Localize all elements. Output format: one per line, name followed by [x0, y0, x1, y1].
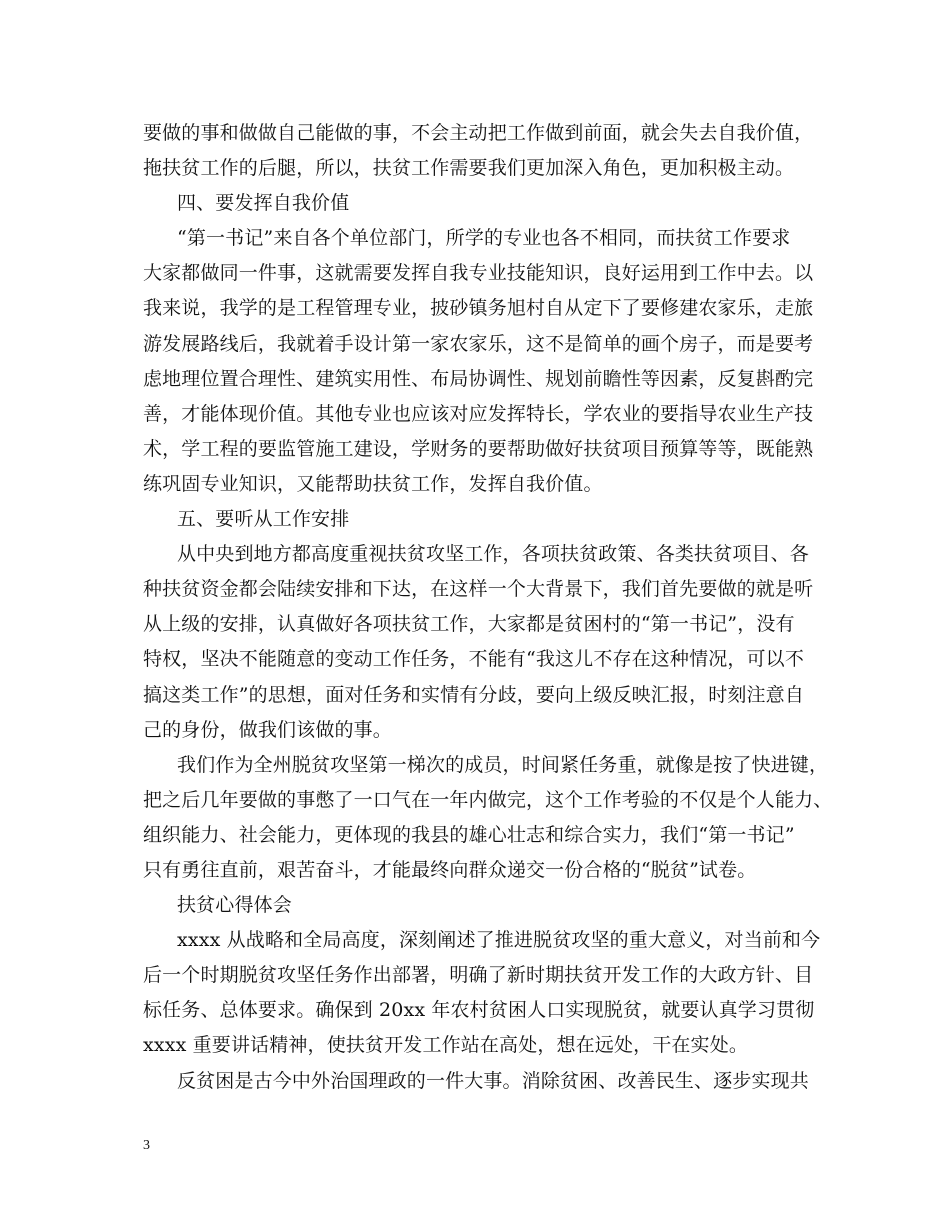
text-line: 从上级的安排，认真做好各项扶贫工作，大家都是贫困村的“第一书记”，没有: [143, 613, 795, 636]
text-line: xxxx 重要讲话精神，使扶贫开发工作站在高处，想在远处，干在实处。: [143, 1034, 749, 1057]
text-line: 五、要听从工作安排: [177, 508, 350, 531]
text-line: 标任务、总体要求。确保到 20xx 年农村贫困人口实现脱贫，就要认真学习贯彻: [143, 999, 815, 1022]
text-line: 拖扶贫工作的后腿，所以，扶贫工作需要我们更加深入角色，更加积极主动。: [143, 157, 795, 180]
text-line: 我们作为全州脱贫攻坚第一梯次的成员，时间紧任务重，就像是按了快进键，: [177, 753, 829, 776]
text-line: 游发展路线后，我就着手设计第一家农家乐，这不是简单的画个房子，而是要考: [143, 332, 814, 355]
text-line: 虑地理位置合理性、建筑实用性、布局协调性、规划前瞻性等因素，反复斟酌完: [143, 367, 814, 390]
text-line: 特权，坚决不能随意的变动工作任务，不能有“我这儿不存在这种情况，可以不: [143, 648, 804, 671]
text-line: 四、要发挥自我价值: [177, 192, 350, 215]
text-line: 术，学工程的要监管施工建设，学财务的要帮助做好扶贫项目预算等等，既能熟: [143, 437, 814, 460]
text-line: 组织能力、社会能力，更体现的我县的雄心壮志和综合实力，我们“第一书记”: [143, 823, 795, 846]
text-line: 己的身份，做我们该做的事。: [143, 718, 392, 741]
text-line: 要做的事和做做自己能做的事，不会主动把工作做到前面，就会失去自我价值，: [143, 122, 814, 144]
text-line: 把之后几年要做的事憋了一口气在一年内做完，这个工作考验的不仅是个人能力、: [143, 788, 833, 811]
text-line: 反贫困是古今中外治国理政的一件大事。消除贫困、改善民生、逐步实现共: [177, 1069, 809, 1092]
document-body: [143, 116, 833, 1099]
text-line: 扶贫心得体会: [177, 894, 292, 917]
text-line: 后一个时期脱贫攻坚任务作出部署，明确了新时期扶贫开发工作的大政方针、目: [143, 964, 814, 987]
text-line: 只有勇往直前，艰苦奋斗，才能最终向群众递交一份合格的“脱贫”试卷。: [143, 858, 757, 881]
text-line: 从中央到地方都高度重视扶贫攻坚工作，各项扶贫政策、各类扶贫项目、各: [177, 543, 809, 566]
text-line: 大家都做同一件事，这就需要发挥自我专业技能知识，良好运用到工作中去。以: [143, 262, 814, 285]
text-line: 我来说，我学的是工程管理专业，披砂镇务旭村自从定下了要修建农家乐，走旅: [143, 297, 814, 320]
text-line: 搞这类工作”的思想，面对任务和实情有分歧，要向上级反映汇报，时刻注意自: [143, 683, 804, 706]
text-line: 种扶贫资金都会陆续安排和下达，在这样一个大背景下，我们首先要做的就是听: [143, 578, 814, 601]
text-line: xxxx 从战略和全局高度，深刻阐述了推进脱贫攻坚的重大意义，对当前和今: [177, 929, 821, 952]
text-line: 练巩固专业知识，又能帮助扶贫工作，发挥自我价值。: [143, 472, 603, 495]
page-number: 3: [143, 1138, 150, 1153]
text-line: 善，才能体现价值。其他专业也应该对应发挥特长，学农业的要指导农业生产技: [143, 402, 814, 425]
text-line: “第一书记”来自各个单位部门，所学的专业也各不相同，而扶贫工作要求: [177, 227, 791, 250]
